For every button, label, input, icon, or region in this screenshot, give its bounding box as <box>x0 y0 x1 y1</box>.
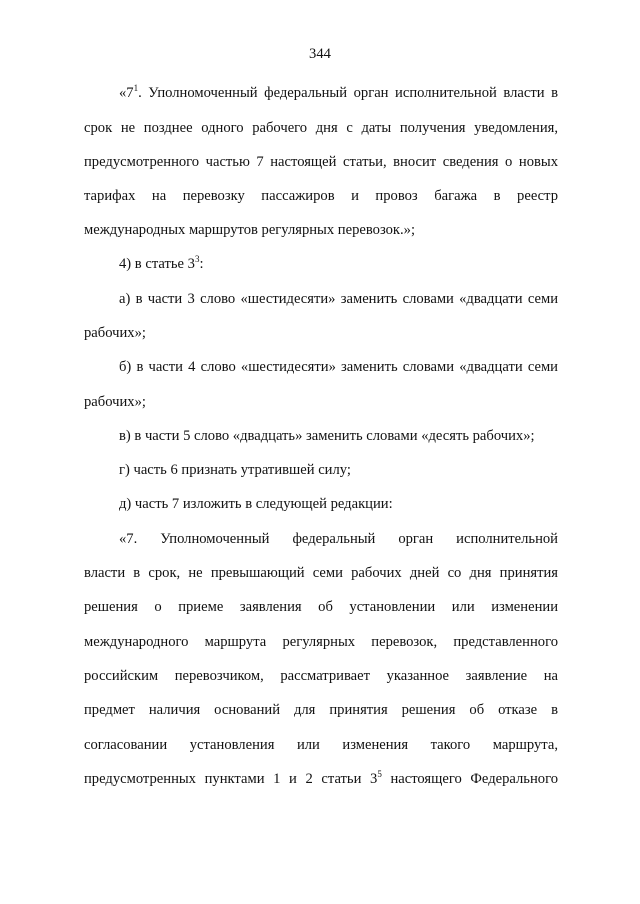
text-line: в) в части 5 слово «двадцать» заменить словами «десять рабочих»; <box>119 428 535 444</box>
text-line: решения о приеме заявления об установлении или изменении <box>84 599 558 615</box>
superscript: 3 <box>194 254 200 264</box>
text-line: согласовании установления или изменения такого маршрута, <box>84 737 558 753</box>
superscript: 1 <box>133 83 139 93</box>
text-line: «7. Уполномоченный федеральный орган исполнительной <box>119 531 558 547</box>
text-line: международного маршрута регулярных перевозок, представленного <box>84 634 558 650</box>
text-line: международных маршрутов регулярных перевозок.»; <box>84 222 416 238</box>
text-line: срок не позднее одного рабочего дня с даты получения уведомления, <box>84 120 558 136</box>
text-line: тарифах на перевозку пассажиров и провоз багажа в реестр <box>84 188 558 204</box>
text-line: «$7^1$. Уполномоченный федеральный орган исполнительной власти в <box>119 83 558 101</box>
text-line: а) в части 3 слово «шестидесяти» заменить словами «двадцати семи <box>119 291 558 307</box>
text-line: власти в срок, не превышающий семи рабочих дней со дня принятия <box>84 565 558 581</box>
text-line: 4) в статье $3^3$: <box>119 254 204 272</box>
text-line: рабочих»; <box>84 394 146 410</box>
text-line: г) часть 6 признать утратившей силу; <box>119 462 351 478</box>
text-line: д) часть 7 изложить в следующей редакции: <box>119 496 393 512</box>
text-line: российским перевозчиком, рассматривает указанное заявление на <box>84 668 558 684</box>
text-line: предусмотренных пунктами 1 и 2 статьи $3^5$ настоящего Федерального <box>84 769 558 787</box>
page-number: 344 <box>309 46 331 62</box>
text-line: предусмотренного частью 7 настоящей статьи, вносит сведения о новых <box>84 154 558 170</box>
superscript: 5 <box>377 769 382 779</box>
text-line: б) в части 4 слово «шестидесяти» заменить словами «двадцати семи <box>119 359 558 375</box>
text-line: предмет наличия оснований для принятия решения об отказе в <box>84 702 558 718</box>
text-line: рабочих»; <box>84 325 146 341</box>
